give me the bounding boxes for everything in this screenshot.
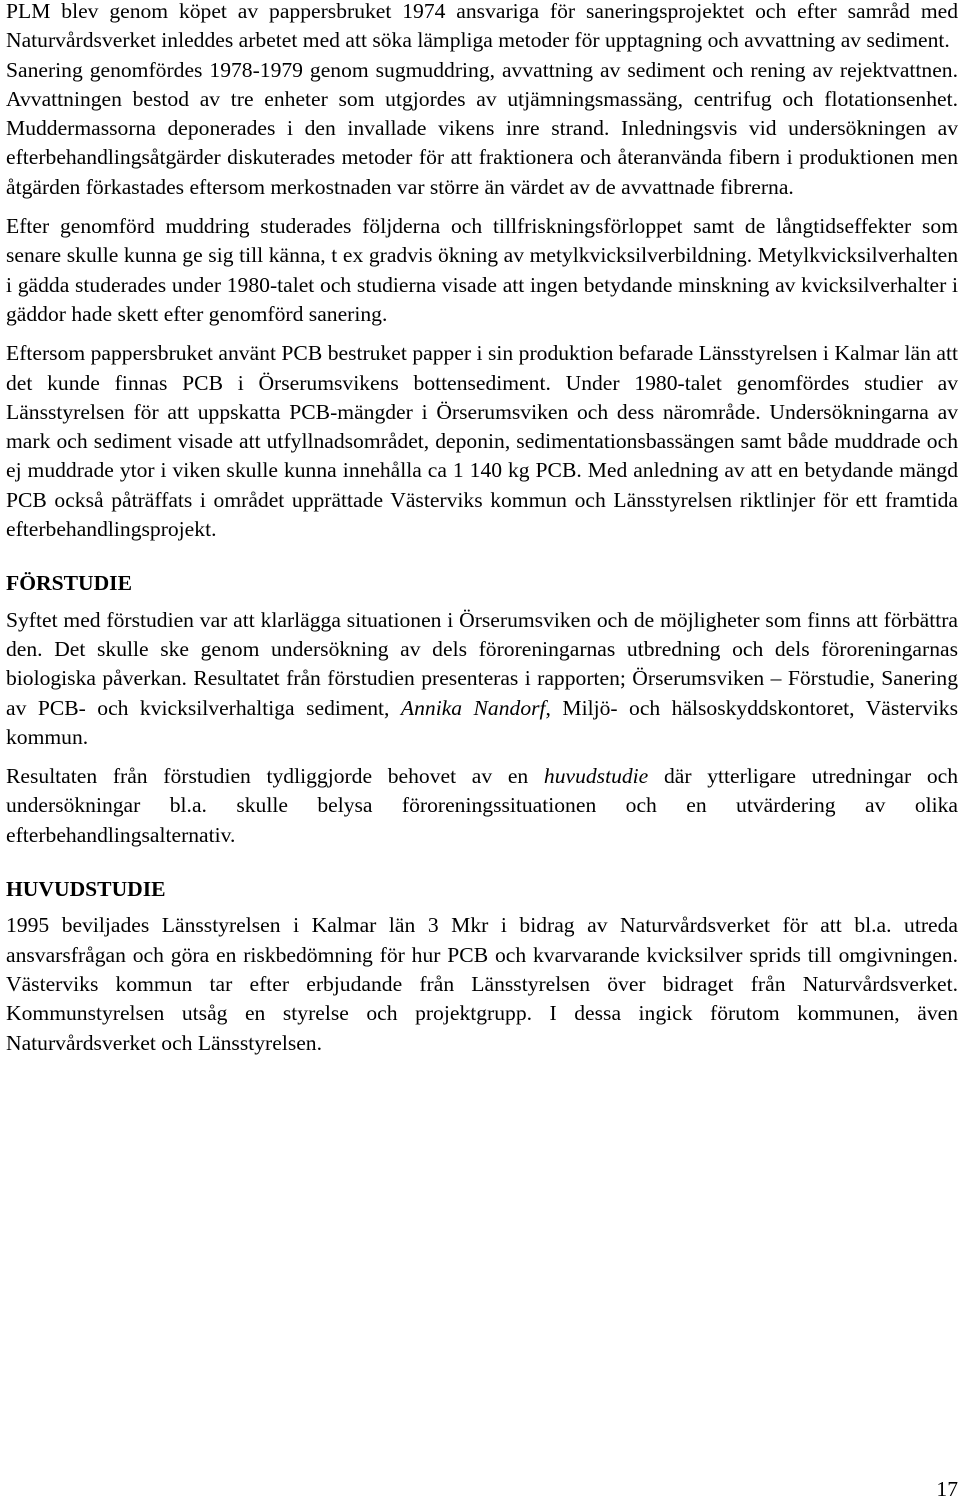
- heading-forstudie: FÖRSTUDIE: [6, 571, 132, 596]
- author-name: Annika Nandorf: [400, 695, 546, 720]
- document-page: [6, 0, 958, 1058]
- paragraph-huvudstudie: 1995 beviljades Länsstyrelsen i Kalmar län 3 Mkr i bidrag av Naturvårdsverket för att bl.a. utreda ansvarsfrågan och göra en riskbedömning för hur PCB och kvarvarande kvicksilver sprids till omgivningen. Västerviks kommun tar efter erbjudande från Länsstyrelsen över bidraget från Naturvårdsverket. Kommunstyrelsen utsåg en styrelse och projektgrupp. I dessa ingick förutom kommunen, även Naturvårdsverket och Länsstyrelsen.: [6, 913, 958, 1055]
- paragraph-muddring-effekter: Efter genomförd muddring studerades följderna och tillfriskningsförloppet samt de långtidseffekter som senare skulle kunna ge sig till känna, t ex gradvis ökning av metylkvicksilverbildning. Metylkvicksilverhalten i gädda studerades under 1980-talet och studierna visade att ingen betydande minskning av kvicksilverhalter i gäddor hade skett efter genomförd sanering.: [6, 214, 958, 326]
- forstudie-syfte-text: Syftet med förstudien var att klarlägga situationen i Örserumsviken och de möjligheter som finns att förbättra den. Det skulle ske genom undersökning av dels föroreningarnas utbredning och dels föroreningarnas biologiska påverkan. Resultatet från förstudien presenteras i rapporten; Örserumsviken – Förstudie, Sanering av PCB- och kvicksilverhaltiga sediment,: [6, 607, 958, 720]
- paragraph-pcb: Eftersom pappersbruket använt PCB bestruket papper i sin produktion befarade Länsstyrelsen i Kalmar län att det kunde finnas PCB i Örserumsvikens bottensediment. Under 1980-talet genomfördes studier av Länsstyrelsen för att uppskatta PCB-mängder i Örserumsviken och dess närområde. Undersökningarna av mark och sediment visade att utfyllnadsområdet, deponin, sedimentationsbassängen samt både muddrade och ej muddrade ytor i viken skulle kunna innehålla ca 1 140 kg PCB. Med anledning av att en betydande mängd PCB också påträffats i området upprättade Västerviks kommun och Länsstyrelsen riktlinjer för ett framtida efterbehandlingsprojekt.: [6, 341, 958, 542]
- forstudie-resultat-end: där ytterligare utredningar och undersökningar bl.a. skulle belysa föroreningssituationen och en utvärdering av olika efterbehandlingsalternativ.: [6, 764, 958, 847]
- paragraph-forstudie-resultat: [6, 762, 958, 850]
- huvudstudie-emphasis: huvudstudie: [543, 764, 649, 789]
- heading-huvudstudie: HUVUDSTUDIE: [6, 877, 166, 902]
- page-number: 17: [936, 1477, 958, 1501]
- forstudie-syfte-end: , Miljö- och hälsoskyddskontoret, Västerviks kommun.: [6, 695, 958, 749]
- paragraph-intro: PLM blev genom köpet av pappersbruket 1974 ansvariga för saneringsprojektet och efter samråd med Naturvårdsverket inleddes arbetet med att söka lämpliga metoder för upptagning och avvattning av sediment.: [6, 0, 958, 53]
- forstudie-resultat-start: Resultaten från förstudien tydliggjorde behovet av en: [6, 764, 544, 789]
- paragraph-sanering: Sanering genomfördes 1978-1979 genom sugmuddring, avvattning av sediment och rening av rejektvattnen. Avvattningen bestod av tre enheter som utgjordes av utjämningsmassäng, centrifug och flotationsenhet. Muddermassorna deponerades i den invallade vikens inre strand. Inledningsvis vid undersökningen av efterbehandlingsåtgärder diskuterades metoder för att fraktionera och återanvända fibern i produktionen men åtgärden förkastades eftersom merkostnaden var större än värdet av de avvattnade fibrerna.: [6, 57, 958, 199]
- paragraph-forstudie-syfte: [6, 606, 958, 752]
